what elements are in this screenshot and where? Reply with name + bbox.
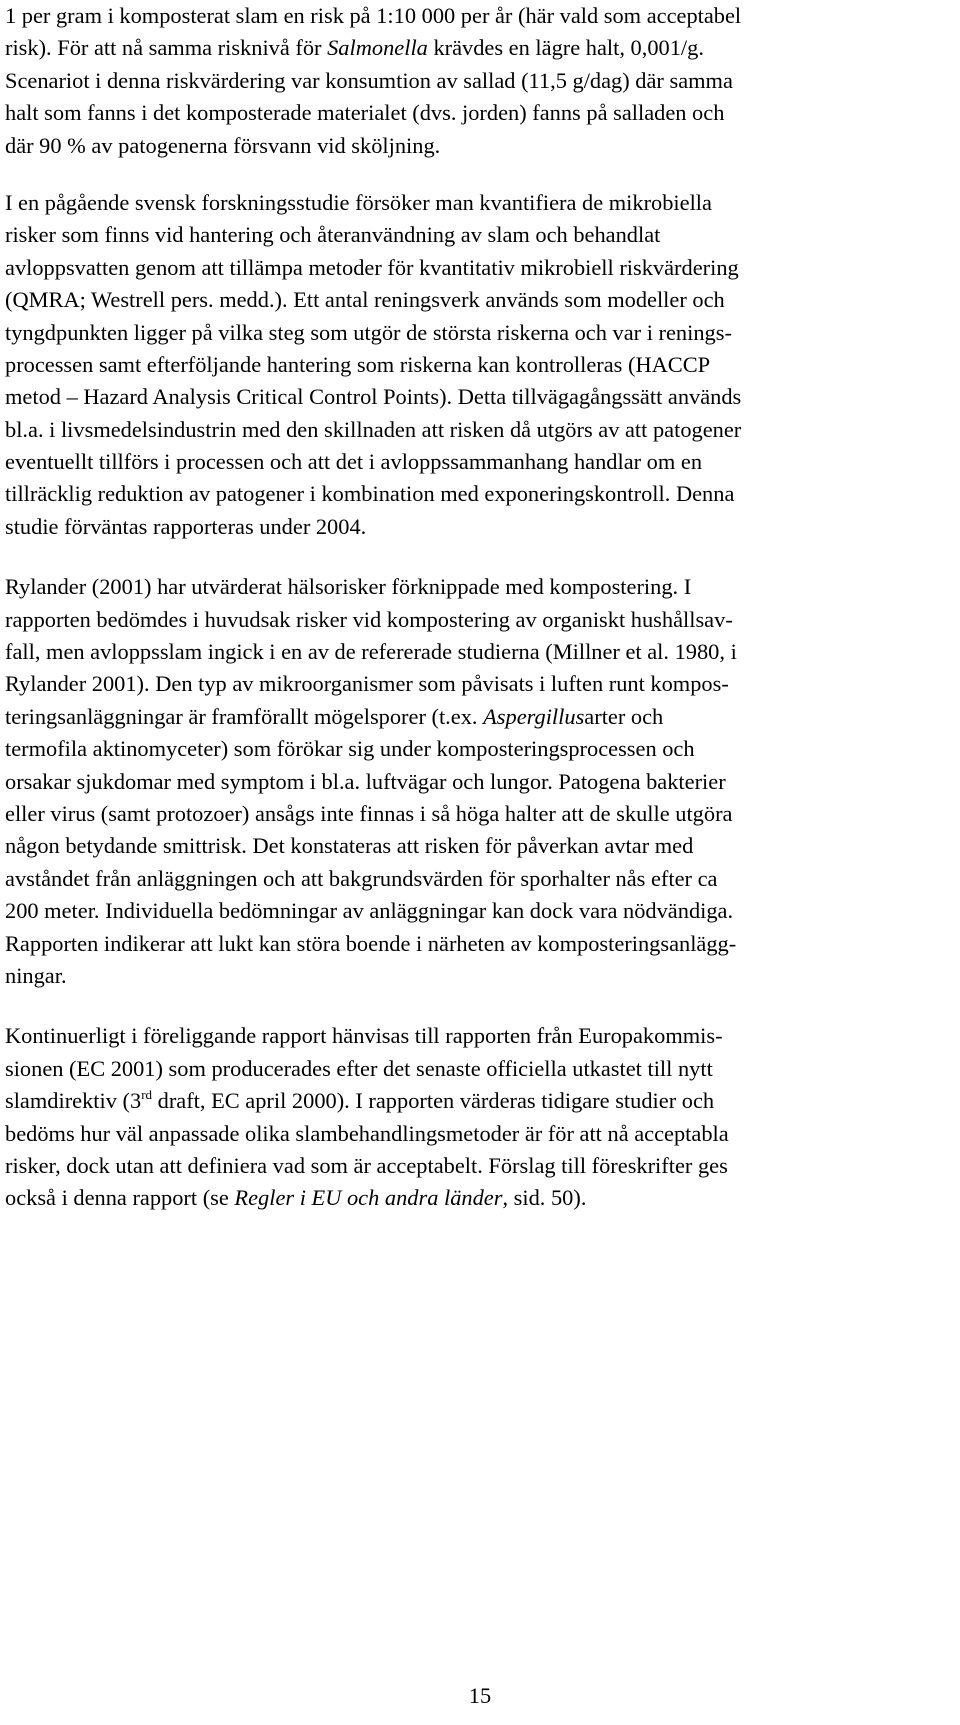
text-line xyxy=(5,571,955,603)
text-run: avloppsvatten genom att tillämpa metoder för kvantitativ mikrobiell riskvärdering xyxy=(5,254,739,280)
text-line xyxy=(5,252,955,284)
text-run: bl.a. i livsmedelsindustrin med den skillnaden att risken då utgörs av att patogener xyxy=(5,416,742,442)
text-run: Rapporten indikerar att lukt kan störa boende i närheten av komposteringsanlägg- xyxy=(5,930,737,956)
text-run: orsakar sjukdomar med symptom i bl.a. luftvägar och lungor. Patogena bakterier xyxy=(5,768,726,794)
text-line xyxy=(5,130,955,162)
text-line xyxy=(5,636,955,668)
text-run: draft, EC april 2000). I rapporten värderas tidigare studier och xyxy=(152,1088,715,1114)
text-line xyxy=(5,766,955,798)
superscript-text: rd xyxy=(141,1087,153,1103)
paragraph-salmonella-risk xyxy=(5,0,955,162)
text-run: också i denna rapport (se xyxy=(5,1185,235,1211)
text-run: eventuellt tillförs i processen och att det i avloppssammanhang handlar om en xyxy=(5,449,703,475)
text-line xyxy=(5,1150,955,1182)
text-line xyxy=(5,1118,955,1150)
text-run: där 90 % av patogenerna försvann vid sköljning. xyxy=(5,132,441,158)
text-run: bedöms hur väl anpassade olika slambehandlingsmetoder är för att nå acceptabla xyxy=(5,1120,729,1146)
text-line xyxy=(5,701,955,733)
text-line xyxy=(5,219,955,251)
text-run: halt som fanns i det komposterade materialet (dvs. jorden) fanns på salladen och xyxy=(5,100,725,126)
text-line xyxy=(5,798,955,830)
paragraph-rylander-composting xyxy=(5,571,955,992)
text-line xyxy=(5,97,955,129)
text-run: risker som finns vid hantering och återanvändning av slam och behandlat xyxy=(5,222,661,248)
text-run: 200 meter. Individuella bedömningar av anläggningar kan dock vara nödvändiga. xyxy=(5,898,734,924)
text-run: Rylander 2001). Den typ av mikroorganismer som påvisats i luften runt kompos- xyxy=(5,671,729,697)
paragraph-ec-report xyxy=(5,1020,955,1214)
text-line xyxy=(5,381,955,413)
text-line xyxy=(5,668,955,700)
text-line xyxy=(5,349,955,381)
text-line xyxy=(5,960,955,992)
text-line xyxy=(5,863,955,895)
text-line xyxy=(5,604,955,636)
text-run: termofila aktinomyceter) som förökar sig under komposteringsprocessen och xyxy=(5,736,695,762)
text-line xyxy=(5,733,955,765)
text-run: arter och xyxy=(584,703,664,729)
text-line xyxy=(5,65,955,97)
text-line xyxy=(5,928,955,960)
text-run: tyngdpunkten ligger på vilka steg som utgör de största riskerna och var i renings- xyxy=(5,319,732,345)
text-line xyxy=(5,1085,955,1117)
text-run: någon betydande smittrisk. Det konstateras att risken för påverkan avtar med xyxy=(5,833,694,859)
text-run: 1 per gram i komposterat slam en risk på 1:10 000 per år (här vald som acceptabel xyxy=(5,3,742,28)
text-line xyxy=(5,317,955,349)
text-line xyxy=(5,1182,955,1214)
text-run: slamdirektiv (3 xyxy=(5,1088,142,1114)
text-run: risker, dock utan att definiera vad som är acceptabelt. Förslag till föreskrifter ges xyxy=(5,1152,728,1178)
text-line xyxy=(5,284,955,316)
text-line xyxy=(5,32,955,64)
italic-text: Aspergillus xyxy=(483,703,585,729)
text-run: krävdes en lägre halt, 0,001/g. xyxy=(427,35,704,61)
text-run: eller virus (samt protozoer) ansågs inte finnas i så höga halter att de skulle utgöra xyxy=(5,800,733,826)
text-line xyxy=(5,0,955,32)
paragraph-qmra-study xyxy=(5,187,955,543)
text-line xyxy=(5,830,955,862)
page-number: 15 xyxy=(468,1683,492,1708)
text-run: ningar. xyxy=(5,962,67,988)
text-run: risk). För att nå samma risknivå för xyxy=(5,35,328,61)
text-run: Kontinuerligt i föreliggande rapport hänvisas till rapporten från Europakommis- xyxy=(5,1023,723,1049)
document-body xyxy=(5,0,955,1215)
text-run: tillräcklig reduktion av patogener i kombination med exponeringskontroll. Denna xyxy=(5,481,735,507)
text-run: rapporten bedömdes i huvudsak risker vid kompostering av organiskt hushållsav- xyxy=(5,606,733,632)
text-line xyxy=(5,1053,955,1085)
text-line xyxy=(5,1020,955,1052)
italic-text: Regler i EU och andra länder xyxy=(234,1185,503,1211)
text-run: teringsanläggningar är framförallt mögelsporer (t.ex. xyxy=(5,703,484,729)
text-run: avståndet från anläggningen och att bakgrundsvärden för sporhalter nås efter ca xyxy=(5,865,718,891)
text-run: Rylander (2001) har utvärderat hälsorisker förknippade med kompostering. I xyxy=(5,574,692,600)
text-run: processen samt efterföljande hantering som riskerna kan kontrolleras (HACCP xyxy=(5,351,711,377)
text-run: sionen (EC 2001) som producerades efter det senaste officiella utkastet till nytt xyxy=(5,1055,713,1081)
text-run: Scenariot i denna riskvärdering var konsumtion av sallad (11,5 g/dag) där samma xyxy=(5,67,733,93)
text-run: , sid. 50). xyxy=(502,1185,587,1211)
text-line xyxy=(5,895,955,927)
text-run: I en pågående svensk forskningsstudie försöker man kvantifiera de mikrobiella xyxy=(5,189,712,215)
italic-text: Salmonella xyxy=(327,35,428,61)
text-line xyxy=(5,414,955,446)
text-run: fall, men avloppsslam ingick i en av de refererade studierna (Millner et al. 1980, i xyxy=(5,639,737,665)
text-line xyxy=(5,446,955,478)
text-line xyxy=(5,187,955,219)
text-run: metod – Hazard Analysis Critical Control Points). Detta tillvägagångssätt används xyxy=(5,384,742,410)
text-line xyxy=(5,478,955,510)
text-run: studie förväntas rapporteras under 2004. xyxy=(5,513,367,539)
text-line xyxy=(5,511,955,543)
text-run: (QMRA; Westrell pers. medd.). Ett antal reningsverk används som modeller och xyxy=(5,287,725,313)
